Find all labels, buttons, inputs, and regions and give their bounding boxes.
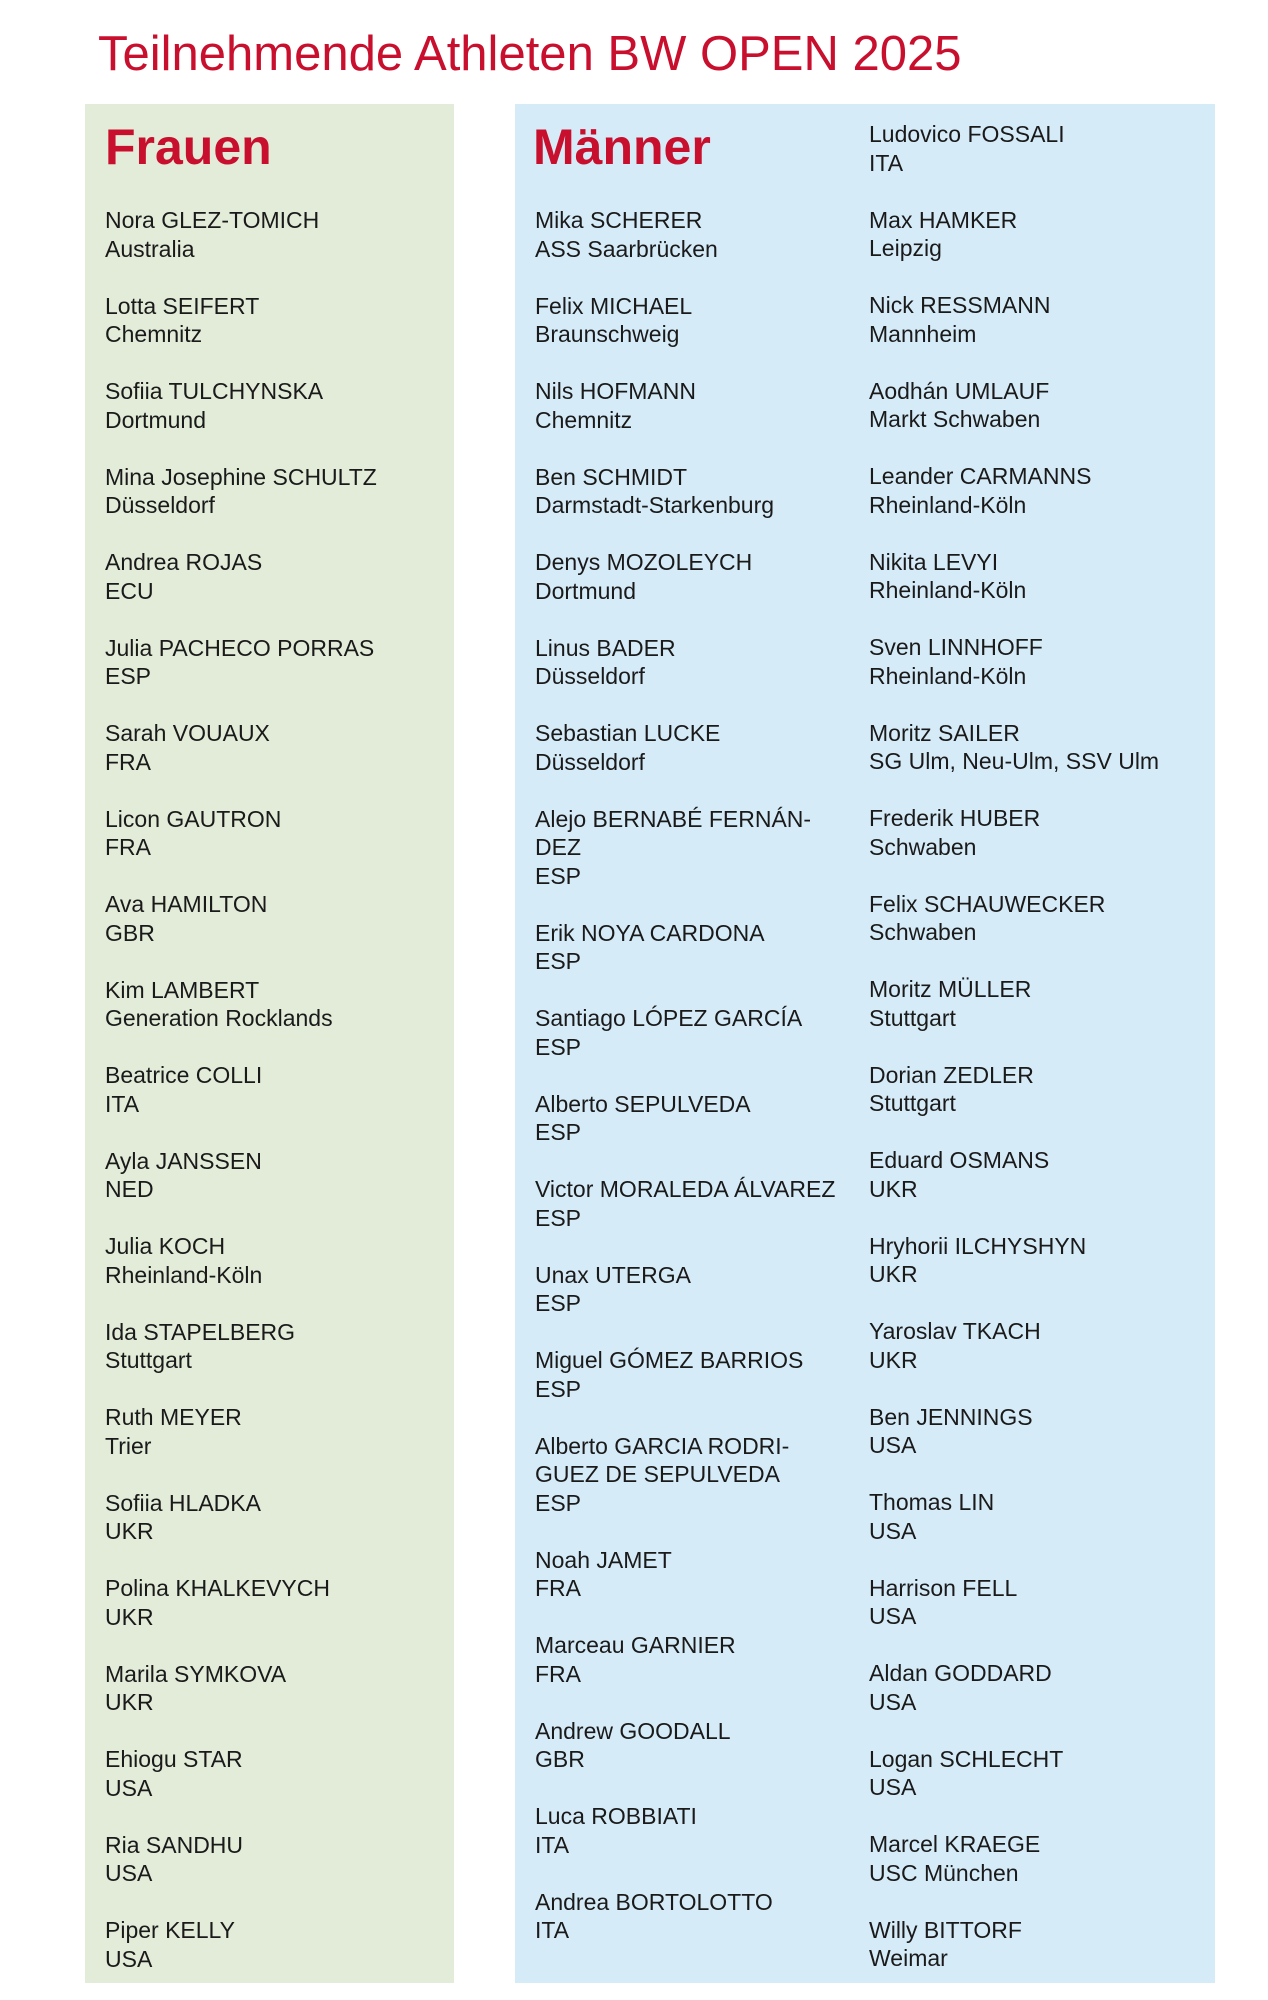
athlete-affiliation: ESP (535, 1489, 582, 1516)
athlete-name: Mina Josephine SCHULTZ (105, 463, 377, 490)
athlete-entry (869, 1061, 1214, 1118)
athlete-affiliation: ITA (535, 1831, 570, 1858)
athlete-name: Erik NOYA CARDONA (535, 919, 765, 946)
athlete-entry (105, 1831, 450, 1888)
athlete-affiliation: Schwaben (869, 833, 977, 860)
athlete-affiliation: ESP (535, 1204, 582, 1231)
athlete-entry (869, 1146, 1214, 1203)
athlete-affiliation: Weimar (869, 1945, 948, 1971)
athlete-name: Ehiogu STAR (105, 1746, 243, 1772)
athlete-affiliation: ESP (535, 948, 582, 974)
athlete-name: Mika SCHERER (535, 207, 703, 233)
athlete-name: Aodhán UMLAUF (869, 377, 1050, 404)
athlete-name: Linus BADER (535, 634, 676, 661)
athlete-name: Sofiia HLADKA (105, 1489, 261, 1516)
athlete-affiliation: UKR (869, 1175, 918, 1202)
athlete-entry (535, 463, 865, 520)
athlete-entry (105, 1061, 450, 1118)
athlete-affiliation: Rheinland-Köln (869, 577, 1027, 603)
athlete-affiliation: Markt Schwaben (869, 406, 1041, 432)
athlete-affiliation: Trier (105, 1432, 152, 1459)
athlete-entry (535, 1432, 865, 1518)
athlete-affiliation: GBR (105, 919, 155, 946)
athlete-affiliation: Darmstadt-Starkenburg (535, 492, 775, 518)
athlete-affiliation: FRA (105, 834, 151, 860)
athlete-entry (869, 1488, 1214, 1545)
athlete-affiliation: Chemnitz (535, 406, 633, 433)
athlete-name: Yaroslav TKACH (869, 1318, 1041, 1344)
athlete-entry (869, 206, 1214, 263)
athlete-name: Felix SCHAUWECKER (869, 890, 1106, 917)
athlete-name: Aldan GODDARD (869, 1660, 1052, 1686)
athlete-affiliation: FRA (535, 1660, 581, 1687)
athlete-affiliation: USA (869, 1774, 917, 1800)
page-title: Teilnehmende Athleten BW OPEN 2025 (98, 27, 962, 81)
athlete-name: Ben JENNINGS (869, 1403, 1033, 1430)
athlete-entry (535, 1546, 865, 1603)
athlete-affiliation: SG Ulm, Neu-Ulm, SSV Ulm (869, 748, 1160, 774)
athlete-entry (535, 1631, 865, 1688)
athlete-entry (869, 1659, 1214, 1716)
athlete-name: Marceau GARNIER (535, 1632, 736, 1658)
athlete-entry (105, 1318, 450, 1375)
athlete-affiliation: Schwaben (869, 919, 977, 945)
athlete-entry (869, 1232, 1214, 1289)
women-heading: Frauen (105, 119, 272, 175)
athlete-entry (535, 1346, 865, 1403)
athlete-affiliation: ITA (105, 1090, 140, 1117)
athlete-name: Marcel KRAEGE (869, 1831, 1041, 1857)
athlete-affiliation: USA (105, 1860, 153, 1886)
athlete-entry (105, 976, 450, 1033)
athlete-entry (535, 634, 865, 691)
athlete-name: Luca ROBBIATI (535, 1803, 697, 1829)
athlete-name: Max HAMKER (869, 206, 1018, 233)
athlete-name: Kim LAMBERT (105, 976, 260, 1003)
athlete-entry (535, 206, 865, 263)
athlete-name: Leander CARMANNS (869, 463, 1092, 489)
athlete-affiliation: ESP (105, 663, 152, 689)
athlete-affiliation: Düsseldorf (105, 492, 215, 518)
athlete-affiliation: ESP (535, 1119, 582, 1145)
athlete-affiliation: Dortmund (105, 406, 206, 433)
athlete-affiliation: Stuttgart (869, 1004, 956, 1031)
athlete-name: Nora GLEZ-TOMICH (105, 207, 320, 233)
athlete-name: Miguel GÓMEZ BARRIOS (535, 1347, 804, 1373)
athlete-entry (869, 1830, 1214, 1887)
athlete-entry (869, 1916, 1214, 1973)
athlete-name: Sebastian LUCKE (535, 720, 721, 746)
athlete-affiliation: Leipzig (869, 235, 942, 261)
women-list (105, 206, 450, 2000)
athlete-entry (105, 1147, 450, 1204)
athlete-affiliation: ECU (105, 577, 154, 604)
athlete-entry (535, 1175, 865, 1232)
athlete-affiliation: Australia (105, 235, 195, 262)
athlete-affiliation: Dortmund (535, 577, 636, 604)
men-list-column-2 (869, 120, 1214, 2000)
athlete-entry (535, 1717, 865, 1774)
athlete-name: Lotta SEIFERT (105, 292, 260, 319)
athlete-entry (535, 548, 865, 605)
men-list-column-1 (535, 206, 865, 1973)
athlete-affiliation: Stuttgart (105, 1347, 192, 1373)
athlete-name: Willy BITTORF (869, 1916, 1022, 1943)
athlete-entry (535, 919, 865, 976)
athlete-entry (869, 462, 1214, 519)
athlete-affiliation: ESP (535, 1375, 582, 1402)
athlete-entry (105, 1745, 450, 1802)
athlete-entry (535, 805, 865, 891)
athlete-name: Licon GAUTRON (105, 805, 282, 832)
athlete-entry (869, 719, 1214, 776)
athlete-affiliation: ESP (535, 862, 582, 889)
athlete-entry (869, 1317, 1214, 1374)
athlete-name: Alberto SEPULVEDA (535, 1090, 751, 1117)
athlete-name: Logan SCHLECHT (869, 1745, 1064, 1772)
athlete-name: Unax UTERGA (535, 1261, 691, 1288)
athlete-entry (869, 377, 1214, 434)
athlete-name: Alejo BERNABÉ FERNÁN- (535, 805, 812, 832)
athlete-name: Nick RESSMANN (869, 292, 1051, 318)
athlete-name: Felix MICHAEL (535, 292, 693, 319)
athlete-entry (105, 719, 450, 776)
athlete-name: Hryhorii ILCHYSHYN (869, 1232, 1087, 1259)
athlete-name: Ava HAMILTON (105, 891, 268, 917)
athlete-name: Andrew GOODALL (535, 1717, 731, 1744)
athlete-entry (105, 1232, 450, 1289)
athlete-affiliation: USA (105, 1945, 153, 1972)
athlete-entry (535, 377, 865, 434)
athlete-affiliation: ESP (535, 1033, 582, 1060)
athlete-entry (869, 1574, 1214, 1631)
athlete-name: Santiago LÓPEZ GARCÍA (535, 1005, 803, 1031)
athlete-name: Sofiia TULCHYNSKA (105, 378, 324, 404)
athlete-name: Andrea ROJAS (105, 549, 263, 575)
athlete-name: Victor MORALEDA ÁLVAREZ (535, 1176, 836, 1202)
athlete-entry (869, 120, 1214, 177)
athlete-name: Ida STAPELBERG (105, 1318, 296, 1345)
athlete-entry (105, 1916, 450, 1973)
athlete-name: Beatrice COLLI (105, 1062, 263, 1088)
athlete-entry (105, 890, 450, 947)
athlete-name: Ria SANDHU (105, 1831, 244, 1858)
athlete-affiliation: NED (105, 1176, 154, 1202)
athlete-name: Nils HOFMANN (535, 378, 696, 404)
athlete-entry (105, 463, 450, 520)
athlete-name: Harrison FELL (869, 1574, 1018, 1601)
athlete-entry (535, 1090, 865, 1147)
athlete-name: Sven LINNHOFF (869, 634, 1043, 660)
athlete-affiliation: GBR (535, 1746, 585, 1772)
athlete-affiliation: ITA (535, 1917, 570, 1943)
athlete-name: Moritz MÜLLER (869, 976, 1032, 1002)
athlete-name: Julia PACHECO PORRAS (105, 634, 375, 661)
athlete-affiliation: Düsseldorf (535, 663, 645, 689)
athlete-entry (869, 548, 1214, 605)
athlete-affiliation: USC München (869, 1859, 1019, 1886)
athlete-affiliation: Braunschweig (535, 321, 680, 347)
athlete-entry (105, 1403, 450, 1460)
athlete-name: Ludovico FOSSALI (869, 121, 1065, 147)
athlete-entry (535, 1802, 865, 1859)
athlete-entry (105, 1660, 450, 1717)
athlete-affiliation: UKR (869, 1346, 918, 1373)
athlete-affiliation: ITA (869, 149, 904, 176)
athlete-entry (869, 890, 1214, 947)
athlete-entry (105, 548, 450, 605)
athlete-name: Dorian ZEDLER (869, 1061, 1034, 1088)
athlete-affiliation: UKR (105, 1689, 154, 1715)
athlete-name: Nikita LEVYI (869, 548, 999, 575)
athlete-affiliation: Düsseldorf (535, 748, 645, 775)
athlete-name: Andrea BORTOLOTTO (535, 1888, 773, 1915)
athlete-entry (105, 206, 450, 263)
athlete-entry (869, 975, 1214, 1032)
athlete-affiliation: Rheinland-Köln (105, 1261, 263, 1288)
athlete-name: Julia KOCH (105, 1233, 226, 1259)
athlete-entry (869, 291, 1214, 348)
athlete-entry (105, 1489, 450, 1546)
athlete-name: Polina KHALKEVYCH (105, 1575, 330, 1601)
athlete-entry (869, 1745, 1214, 1802)
athlete-entry (535, 1261, 865, 1318)
athlete-affiliation: USA (105, 1774, 153, 1801)
athlete-entry (869, 633, 1214, 690)
athlete-name: Ruth MEYER (105, 1404, 242, 1430)
athlete-entry (869, 804, 1214, 861)
athlete-affiliation: Chemnitz (105, 321, 203, 347)
athlete-name: Frederik HUBER (869, 805, 1041, 831)
athlete-affiliation: Rheinland-Köln (869, 662, 1027, 689)
athlete-affiliation: USA (869, 1603, 917, 1629)
athlete-entry (869, 1403, 1214, 1460)
athlete-entry (105, 805, 450, 862)
athlete-affiliation: Stuttgart (869, 1090, 956, 1116)
athlete-affiliation: FRA (535, 1575, 581, 1601)
athlete-affiliation: DEZ (535, 834, 581, 860)
athlete-affiliation: UKR (105, 1603, 154, 1630)
athlete-entry (105, 1574, 450, 1631)
athlete-entry (535, 1004, 865, 1061)
athlete-entry (105, 292, 450, 349)
athlete-affiliation: Generation Rocklands (105, 1005, 333, 1031)
athlete-name: Ayla JANSSEN (105, 1147, 262, 1174)
athlete-affiliation: UKR (105, 1518, 154, 1544)
athlete-name: Denys MOZOLEYCH (535, 549, 753, 575)
athlete-affiliation: GUEZ DE SEPULVEDA (535, 1461, 780, 1487)
athlete-affiliation: USA (869, 1688, 917, 1715)
athlete-affiliation: ESP (535, 1290, 582, 1316)
athlete-affiliation: USA (869, 1432, 917, 1458)
athlete-affiliation: ASS Saarbrücken (535, 235, 718, 262)
athlete-entry (105, 634, 450, 691)
athlete-name: Thomas LIN (869, 1489, 995, 1515)
athlete-entry (535, 1888, 865, 1945)
athlete-name: Marila SYMKOVA (105, 1660, 287, 1687)
athlete-entry (535, 292, 865, 349)
athlete-affiliation: Rheinland-Köln (869, 491, 1027, 518)
athlete-entry (535, 719, 865, 776)
athlete-affiliation: UKR (869, 1261, 918, 1287)
athlete-name: Moritz SAILER (869, 719, 1020, 746)
athlete-affiliation: Mannheim (869, 320, 977, 347)
athlete-name: Alberto GARCIA RODRI- (535, 1432, 790, 1459)
athlete-name: Noah JAMET (535, 1546, 672, 1573)
athlete-affiliation: USA (869, 1517, 917, 1544)
athlete-entry (105, 377, 450, 434)
athlete-name: Piper KELLY (105, 1917, 235, 1943)
athlete-name: Sarah VOUAUX (105, 720, 270, 746)
men-heading: Männer (533, 119, 711, 175)
athlete-affiliation: FRA (105, 748, 151, 775)
athlete-name: Eduard OSMANS (869, 1147, 1050, 1173)
athlete-name: Ben SCHMIDT (535, 463, 688, 490)
